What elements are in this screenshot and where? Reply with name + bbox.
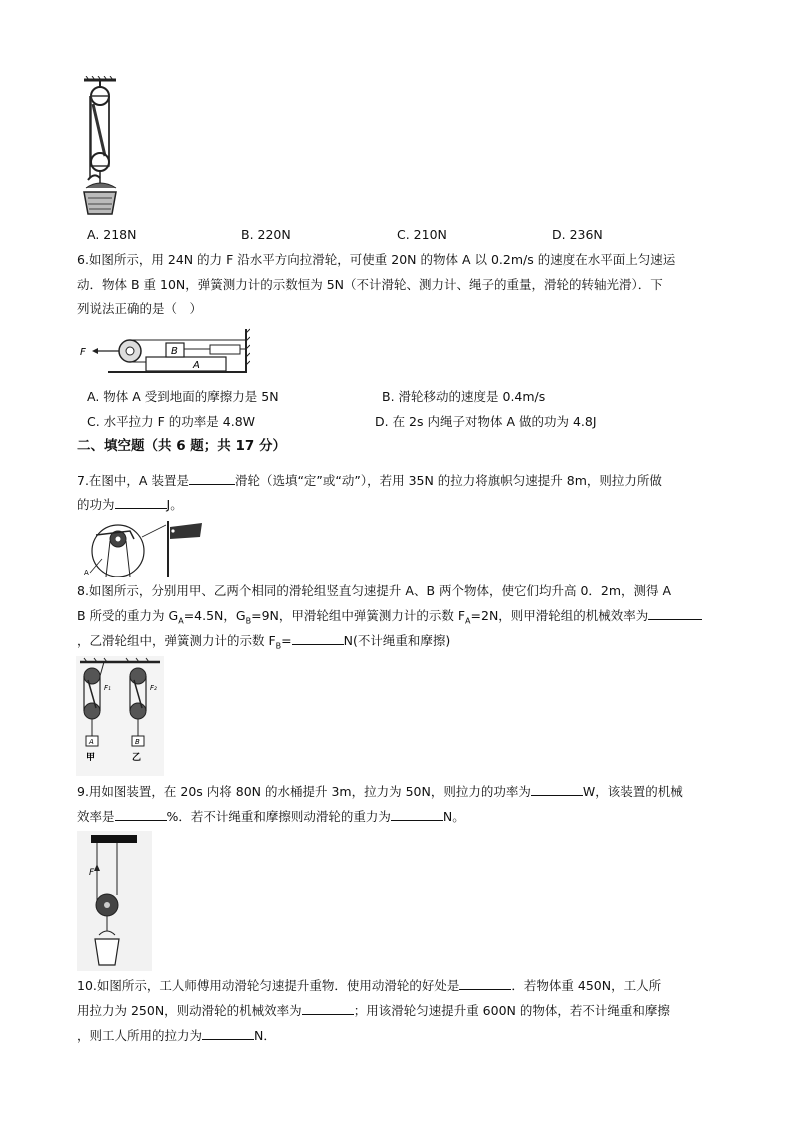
q10-text-line-1: 10.如图所示，工人师傅用动滑轮匀速提升重物．使用动滑轮的好处是 ．若物体重 450N，工人所	[77, 978, 662, 993]
q6-block-b-label: B	[171, 346, 178, 357]
q8-blank-1[interactable]	[648, 607, 702, 620]
q5-option-c[interactable]: C. 210N	[397, 227, 447, 242]
q6-option-a[interactable]: A. 物体 A 受到地面的摩擦力是 5N	[87, 389, 279, 404]
q8-text-line-2: B 所受的重力为 $G_A=4.5N$，$G_B=9N$，甲滑轮组中弹簧测力计的示数 $F_A=2N$，则甲滑轮组的机械效率为	[77, 607, 702, 631]
q5-option-d[interactable]: D. 236N	[552, 227, 603, 242]
q5-pulley-figure	[76, 76, 126, 218]
q7-text-line-2: 的功为 J。	[77, 497, 183, 512]
q7-figure-label-a: A	[84, 569, 89, 577]
q6-option-c[interactable]: C. 水平拉力 F 的功率是 4.8W	[87, 414, 256, 429]
q8-f2-label: F₂	[150, 684, 157, 692]
q8-blank-2[interactable]	[292, 632, 344, 645]
q8-f1-label: F₁	[104, 684, 111, 692]
q6-option-b[interactable]: B. 滑轮移动的速度是 0.4m/s	[382, 389, 546, 404]
q9-bucket-pulley-figure	[77, 831, 152, 971]
q9-text-line-2: 效率是 %．若不计绳重和摩擦则动滑轮的重力为 N。	[77, 809, 465, 824]
q6-text-line-3: 列说法正确的是（ ）	[77, 301, 203, 316]
q9-blank-2[interactable]	[115, 808, 167, 821]
q6-option-d[interactable]: D. 在 2s 内绳子对物体 A 做的功为 4.8J	[375, 414, 597, 429]
q8-jia-label: 甲	[86, 753, 96, 763]
q9-force-label: F	[89, 868, 95, 878]
q8-text-line-1: 8.如图所示，分别用甲、乙两个相同的滑轮组竖直匀速提升 A、B 两个物体，使它们均升高 0．2m，测得 A	[77, 583, 672, 598]
q9-text-line-1: 9.用如图装置，在 20s 内将 80N 的水桶提升 3m，拉力为 50N，则拉力的功率为 W，该装置的机械	[77, 784, 683, 799]
q5-option-b[interactable]: B. 220N	[241, 227, 291, 242]
q7-blank-2[interactable]	[115, 496, 167, 509]
q9-blank-3[interactable]	[391, 808, 443, 821]
q10-blank-2[interactable]	[302, 1002, 354, 1015]
q5-option-a[interactable]: A. 218N	[87, 227, 137, 242]
q7-flag-pulley-figure	[82, 517, 212, 577]
q8-pulley-groups-figure	[76, 656, 164, 776]
q7-text-line-1: 7.在图中，A 装置是 滑轮（选填“定”或“动”），若用 35N 的拉力将旗帜匀速提升 8m，则拉力所做	[77, 473, 662, 488]
section-heading: 二、填空题（共 6 题；共 17 分）	[77, 438, 286, 454]
q6-figure	[78, 327, 250, 377]
q9-blank-1[interactable]	[531, 783, 583, 796]
q8-yi-label: 乙	[132, 753, 142, 763]
q7-blank-1[interactable]	[189, 472, 235, 485]
q6-force-label: F	[80, 347, 86, 358]
q6-text-line-2: 动．物体 B 重 10N，弹簧测力计的示数恒为 5N（不计滑轮、测力计、绳子的重量，滑轮的转轴光滑）．下	[77, 277, 663, 292]
q6-block-a-label: A	[193, 360, 200, 371]
q6-text-line-1: 6.如图所示，用 24N 的力 F 沿水平方向拉滑轮，可使重 20N 的物体 A 以 0.2m/s 的速度在水平面上匀速运	[77, 252, 676, 267]
q10-blank-1[interactable]	[459, 977, 511, 990]
q10-blank-3[interactable]	[202, 1027, 254, 1040]
q8-text-line-3: ，乙滑轮组中，弹簧测力计的示数 $F_B= N$(不计绳重和摩擦)	[77, 633, 451, 651]
q10-text-line-3: ，则工人所用的拉力为 N．	[77, 1028, 276, 1043]
q10-text-line-2: 用拉力为 250N，则动滑轮的机械效率为 ；用该滑轮匀速提升重 600N 的物体，若不计绳重和摩擦	[77, 1003, 670, 1018]
q8-block-a-label: A	[89, 738, 94, 746]
q8-block-b-label: B	[135, 738, 140, 746]
